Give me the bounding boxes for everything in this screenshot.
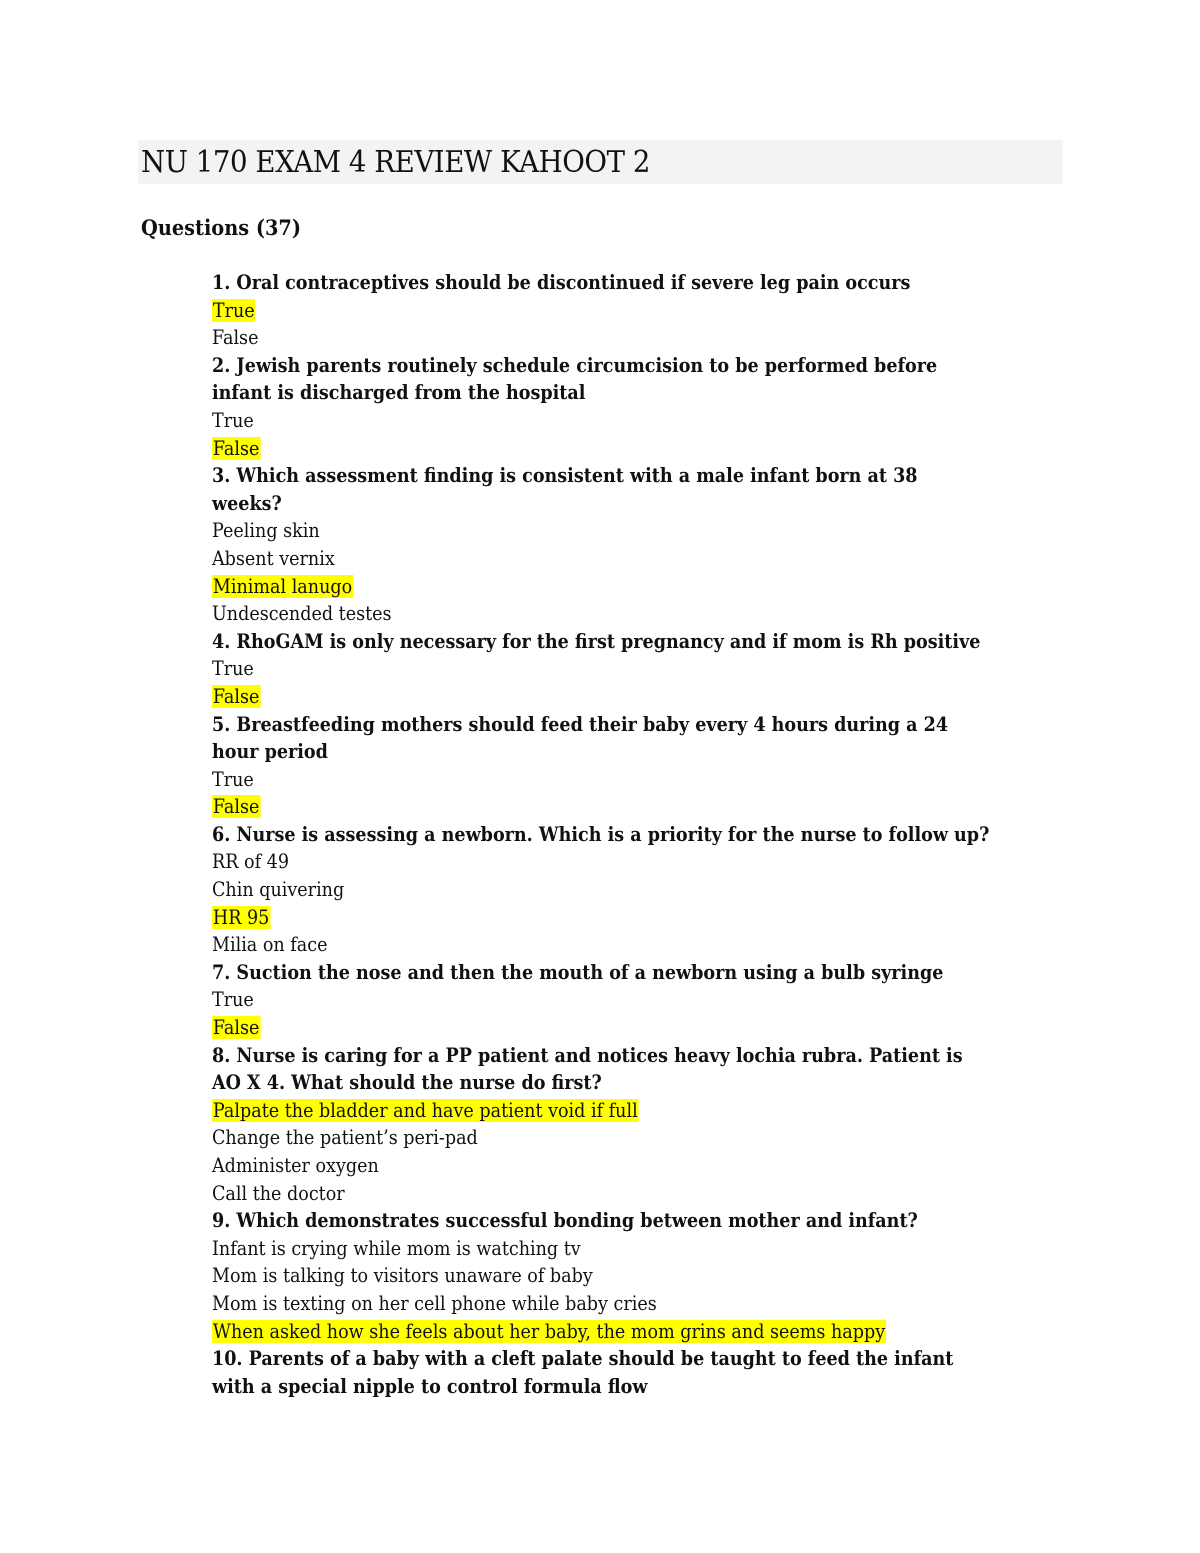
answer-option-correct [212, 573, 1004, 601]
answer-option-label: Palpate the bladder and have patient void if full [212, 1098, 638, 1122]
answer-option-label: Mom is texting on her cell phone while baby cries [212, 1291, 657, 1315]
question-text: 6. Nurse is assessing a newborn. Which is a priority for the nurse to follow up? [212, 822, 990, 846]
answer-option-correct [212, 297, 1004, 325]
answer-option [212, 1180, 1004, 1208]
question-list [212, 269, 1092, 1400]
answer-option-label: Call the doctor [212, 1181, 345, 1205]
answer-option-label: HR 95 [212, 905, 270, 929]
answer-option-correct [212, 1318, 1004, 1346]
question-text: 2. Jewish parents routinely schedule circumcision to be performed before [212, 353, 938, 377]
answer-option-correct [212, 904, 1004, 932]
answer-option [212, 1152, 1004, 1180]
question-text: with a special nipple to control formula flow [212, 1374, 648, 1398]
answer-option-label: Peeling skin [212, 519, 320, 543]
question-text: 10. Parents of a baby with a cleft palate should be taught to feed the infant [212, 1347, 954, 1371]
answer-option [212, 545, 1004, 573]
answer-option-correct [212, 1014, 1004, 1042]
document-title: NU 170 EXAM 4 REVIEW KAHOOT 2 [141, 145, 650, 180]
answer-option-label: True [212, 657, 254, 681]
answer-option-label: Infant is crying while mom is watching tv [212, 1236, 581, 1260]
answer-option-label: False [212, 795, 260, 819]
question-text: 5. Breastfeeding mothers should feed their baby every 4 hours during a 24 [212, 712, 949, 736]
answer-option-label: False [212, 684, 260, 708]
answer-option [212, 655, 1004, 683]
question-text: 4. RhoGAM is only necessary for the first pregnancy and if mom is Rh positive [212, 629, 981, 653]
answer-option-correct [212, 793, 1004, 821]
answer-option-label: True [212, 767, 254, 791]
answer-option-label: Absent vernix [212, 546, 335, 570]
question-text: 8. Nurse is caring for a PP patient and notices heavy lochia rubra. Patient is [212, 1043, 963, 1067]
answer-option [212, 517, 1004, 545]
answer-option [212, 1262, 1004, 1290]
question-text: hour period [212, 740, 328, 764]
answer-option-label: Chin quivering [212, 878, 345, 902]
answer-option-correct [212, 1097, 1004, 1125]
question-text: weeks? [212, 491, 282, 515]
answer-option-label: When asked how she feels about her baby, the mom grins and seems happy [212, 1319, 886, 1343]
answer-option-correct [212, 683, 1004, 711]
answer-option-label: Undescended testes [212, 602, 392, 626]
answer-option [212, 1124, 1004, 1152]
answer-option [212, 324, 1004, 352]
answer-option-label: False [212, 436, 260, 460]
question-text: 3. Which assessment finding is consistent with a male infant born at 38 [212, 464, 918, 488]
answer-option [212, 1290, 1004, 1318]
answer-option-label: True [212, 298, 255, 322]
question-text: 7. Suction the nose and then the mouth of a newborn using a bulb syringe [212, 960, 944, 984]
answer-option-correct [212, 435, 1004, 463]
answer-option [212, 848, 1004, 876]
answer-option-label: Change the patient’s peri-pad [212, 1126, 478, 1150]
answer-option-label: False [212, 1016, 260, 1040]
answer-option-label: True [212, 408, 254, 432]
answer-option [212, 1235, 1004, 1263]
answer-option [212, 600, 1004, 628]
answer-option-label: True [212, 988, 254, 1012]
answer-option-label: Mom is talking to visitors unaware of baby [212, 1264, 593, 1288]
question-text: AO X 4. What should the nurse do first? [212, 1071, 602, 1095]
answer-option-label: False [212, 326, 259, 350]
answer-option-label: Minimal lanugo [212, 574, 353, 598]
question-text: infant is discharged from the hospital [212, 381, 586, 405]
questions-heading: Questions (37) [141, 215, 302, 240]
answer-option [212, 766, 1004, 794]
question-text: 1. Oral contraceptives should be discontinued if severe leg pain occurs [212, 271, 911, 294]
answer-option-label: Administer oxygen [212, 1154, 379, 1177]
answer-option-label: Milia on face [212, 933, 328, 957]
answer-option [212, 876, 1004, 904]
answer-option [212, 931, 1004, 959]
answer-option-label: RR of 49 [212, 850, 289, 874]
answer-option [212, 986, 1004, 1014]
answer-option [212, 407, 1004, 435]
question-text: 9. Which demonstrates successful bonding between mother and infant? [212, 1209, 918, 1233]
